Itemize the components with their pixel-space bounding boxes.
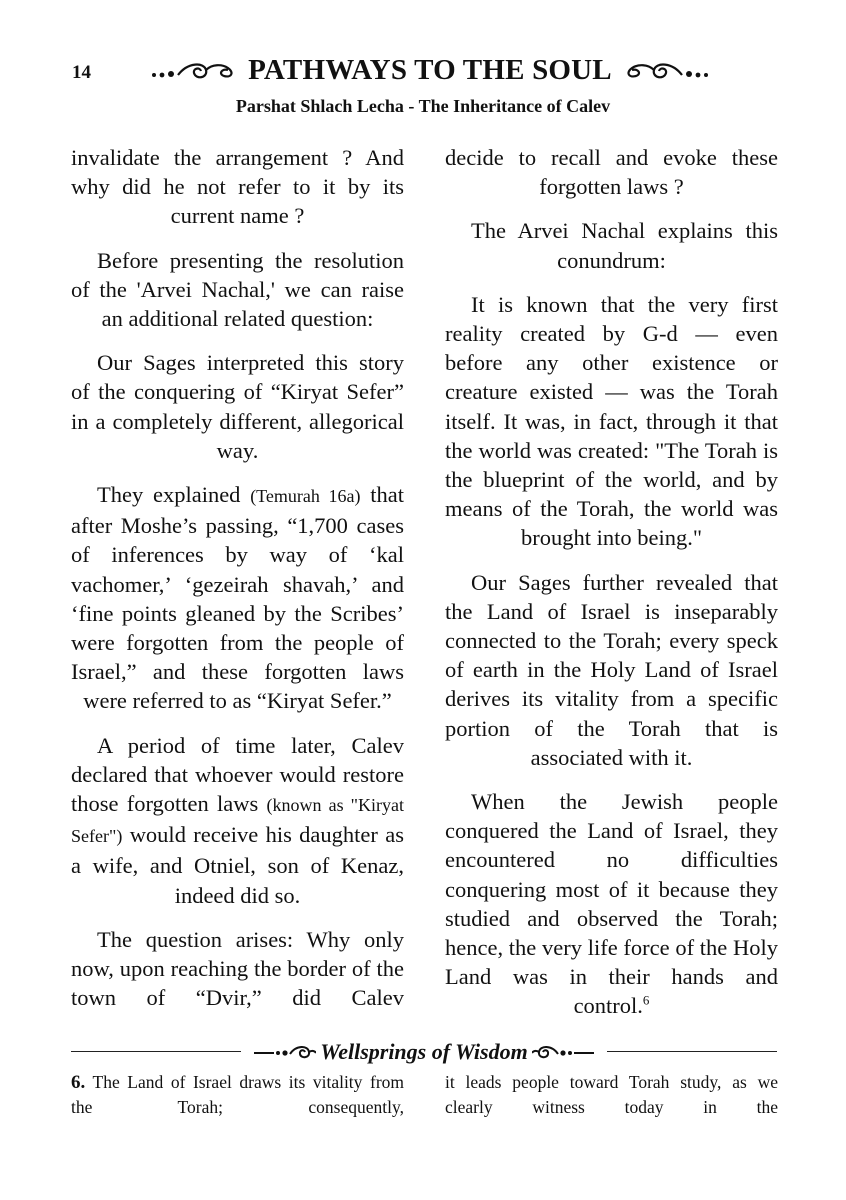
paragraph: It is known that the very first reality created by G-d — even before any other existence or creature existed — was the Torah itself. It was, in fact, through it that the world was created: "The Torah is the blueprint of the world, and by means of the Torah, the world was brought into being."	[445, 291, 778, 551]
text-run: that after Moshe’s passing, “1,700 cases of inferences by way of ‘kal vachomer,’ ‘gezeirah shavah,’ and ‘fine points gleaned by the Scribes’ were forgotten from the people of Israel,” and these forgotten laws were referred to as “Kiryat Sefer.”	[71, 482, 404, 714]
source-reference: (Temurah 16a)	[250, 486, 361, 507]
text-run: A period of time later, Calev declared that whoever would restore those forgotten laws	[71, 732, 404, 817]
right-column	[445, 143, 778, 1036]
running-title: PATHWAYS TO THE SOUL	[248, 53, 612, 86]
paragraph: decide to recall and evoke these forgotten laws ?	[445, 145, 778, 200]
page-number: 14	[72, 62, 91, 83]
paragraph: The question arises: Why only now, upon reaching the border of the town of “Dvir,” did Calev	[71, 926, 404, 1011]
divider-center	[241, 1037, 607, 1067]
footnote-left	[71, 1070, 404, 1120]
footnote-divider	[71, 1037, 777, 1067]
footnote-number: 6.	[71, 1072, 86, 1093]
footnote-text: it leads people toward Torah study, as we clearly witness today in the	[445, 1072, 778, 1117]
text-run: They explained	[97, 482, 241, 508]
text-run: would receive his daughter as a wife, and Otniel, son of Kenaz, indeed did so.	[71, 822, 404, 908]
right-swirl-icon	[532, 1042, 594, 1062]
left-swirl-icon	[254, 1042, 316, 1062]
footnote-text: The Land of Israel draws its vitality from the Torah; consequently,	[71, 1072, 405, 1117]
left-column	[71, 143, 404, 1027]
paragraph: Before presenting the resolution of the 'Arvei Nachal,' we can raise an additional related question:	[71, 247, 404, 332]
paragraph: Our Sages interpreted this story of the conquering of “Kiryat Sefer” in a completely different, allegorical way.	[71, 350, 404, 463]
footnote-marker[interactable]: 6	[642, 992, 650, 1008]
footnote-right	[445, 1070, 778, 1120]
paragraph: The Arvei Nachal explains this conundrum:	[471, 218, 778, 273]
right-ornament-icon	[620, 58, 712, 82]
source-reference: (known as "Kiryat Sefer")	[71, 795, 404, 847]
paragraph: invalidate the arrangement ? And why did he not refer to it by its current name ?	[71, 145, 404, 229]
divider-line-right	[577, 1051, 777, 1052]
section-title: Wellsprings of Wisdom	[320, 1039, 528, 1064]
paragraph	[445, 787, 778, 1021]
text-run: When the Jewish people conquered the Land of Israel, they encountered no difficulties conquering most of it because they studied and observed the Torah; hence, the very life force of the Holy Land was in their hands and control.	[445, 789, 778, 1019]
paragraph	[71, 731, 404, 910]
paragraph: Our Sages further revealed that the Land of Israel is inseparably connected to the Torah; every speck of earth in the Holy Land of Israel derives its vitality from a specific portion of the Torah that is associated with it.	[445, 569, 778, 770]
paragraph	[71, 480, 404, 716]
chapter-subtitle: Parshat Shlach Lecha - The Inheritance of Calev	[235, 96, 611, 116]
running-head	[130, 50, 730, 90]
left-ornament-icon	[148, 58, 240, 82]
